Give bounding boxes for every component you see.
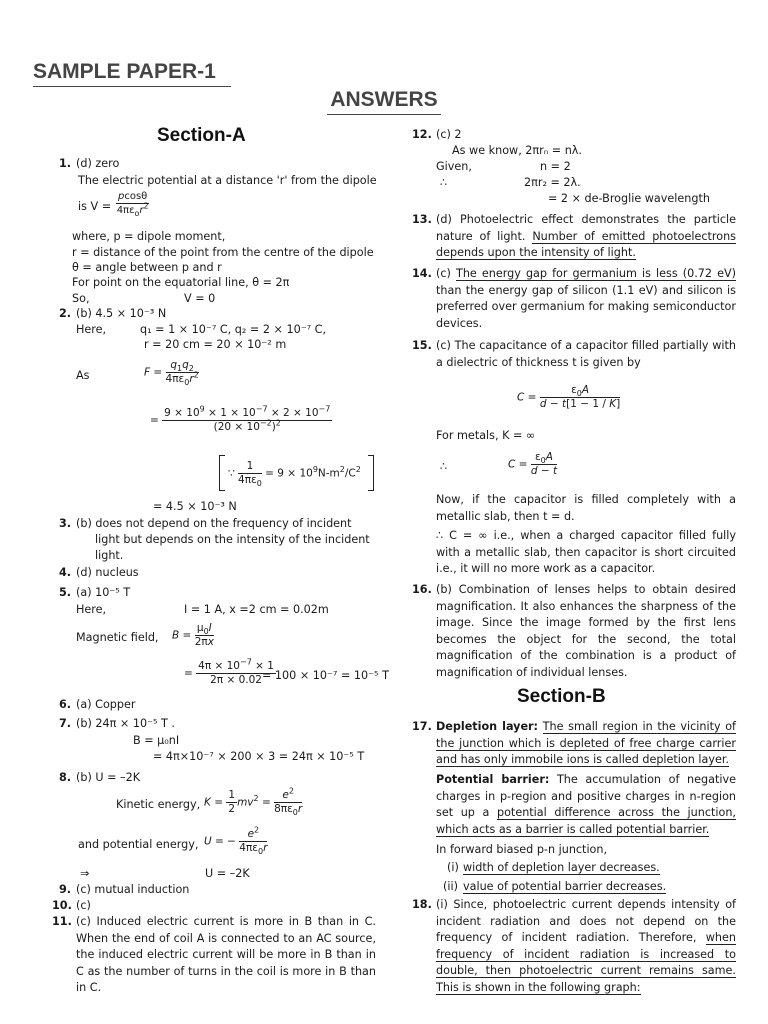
- q4-number: 4.: [59, 566, 72, 579]
- q7-result: = 4π×10⁻⁷ × 200 × 3 = 24π × 10⁻⁵ T: [153, 750, 365, 763]
- q18-number: 18.: [412, 898, 432, 911]
- q12-answer: (c) 2: [436, 128, 462, 141]
- q3-line3: light.: [95, 549, 124, 562]
- q8-potential-label: and potential energy,: [78, 838, 199, 851]
- q8-answer: (b) U = –2K: [76, 771, 141, 784]
- q17-point-ii-wrap: [463, 879, 666, 895]
- q13-answer: [436, 212, 736, 262]
- q3-answer: (b) does not depend on the frequency of incident: [76, 517, 352, 530]
- q12-number: 12.: [412, 128, 432, 141]
- q1-where: where, p = dipole moment,: [72, 230, 226, 243]
- q15-number: 15.: [412, 339, 432, 352]
- q15-therefore: ∴: [440, 460, 448, 473]
- q17-number: 17.: [412, 720, 432, 733]
- q8-implies: ⇒: [80, 867, 90, 880]
- q15-slab: Now, if the capacitor is filled completely with a metallic slab, then t = d.: [436, 493, 736, 523]
- q6-number: 6.: [59, 698, 72, 711]
- q17-barrier-text: The accumulation of negative charges in p-region and positive charges in n-region set up a: [436, 773, 736, 819]
- section-b-heading: Section-B: [517, 686, 606, 707]
- q13-number: 13.: [412, 213, 432, 226]
- q8-kinetic-label: Kinetic energy,: [116, 798, 201, 811]
- q5-field-substitution: = $\frac{4\pi \times 10^{-7} \times 1}{2\pi \times 0.02}$: [184, 657, 274, 686]
- q9-answer: (c) mutual induction: [76, 883, 190, 896]
- q2-bracket-left: [219, 455, 225, 491]
- q1-where-r: r = distance of the point from the centre of the dipole: [72, 246, 374, 259]
- q5-given: I = 1 A, x =2 cm = 0.02m: [184, 603, 329, 616]
- q2-bracket-right: [368, 455, 374, 491]
- q10-answer: (c): [76, 899, 91, 912]
- q17-depletion-heading: Depletion layer:: [436, 720, 539, 733]
- q13-text: (d) Photoelectric effect demonstrates the particle nature of light.: [436, 213, 736, 243]
- q11-answer: (c) Induced electric current is more in B than in C. When the end of coil A is connected to an AC source, the induced electric current will be more in B than in C as the number of turns in the coil is more in B than in C.: [76, 915, 376, 994]
- q8-kinetic-formula: K = $\frac{1}{2}$ $mv^2$ = $\frac{e^2}{8\pi\varepsilon_0r}$: [204, 786, 303, 818]
- q5-field-label: Magnetic field,: [76, 631, 159, 644]
- q5-number: 5.: [59, 586, 72, 599]
- q7-formula: B = μ₀nI: [133, 734, 180, 747]
- q10-number: 10.: [52, 899, 72, 912]
- q15-capacitance-formula: C = $\frac{\varepsilon_0A}{d - t[1 - 1 / K]}$: [517, 384, 621, 410]
- q2-as: As: [76, 369, 90, 382]
- q17-point-i-text: width of depletion layer decreases.: [463, 861, 660, 874]
- q12-known: As we know, 2πrₙ = nλ.: [452, 144, 582, 157]
- q7-number: 7.: [59, 717, 72, 730]
- q14-number: 14.: [412, 267, 432, 280]
- q4-answer: (d) nucleus: [76, 566, 139, 579]
- q1-result: V = 0: [184, 292, 216, 305]
- q17-depletion-text: The small region in the vicinity of the junction which is depleted of free charge carrier and has only immobile ions is called depletion layer.: [436, 720, 736, 766]
- q12-eq: 2πr₂ = 2λ.: [524, 176, 581, 189]
- answers-underline: [327, 114, 441, 115]
- q2-constant: ∵ $\frac{1}{4\pi\varepsilon_0}$ = $9 \times 10^9N-m^2/C^2$: [228, 460, 361, 489]
- q3-number: 3.: [59, 517, 72, 530]
- q17-barrier-heading: Potential barrier:: [436, 773, 550, 786]
- q1-where-theta: θ = angle between p and r: [72, 261, 222, 274]
- q1-formula: pcosθ $4\pi\varepsilon_or^2$: [116, 191, 149, 218]
- q8-potential-formula: U = − $\frac{e^2}{4\pi\varepsilon_0r}$: [204, 825, 268, 857]
- q1-number: 1.: [59, 157, 72, 170]
- q11-number: 11.: [52, 915, 72, 928]
- q16-answer: (b) Combination of lenses helps to obtain desired magnification. It also enhances the sharpness of the image. Since the image formed by the first lens becomes the object for the second, the total magnification of the combination is a product of magnification of individual lenses.: [436, 583, 736, 679]
- q14-answer: [436, 266, 736, 332]
- q1-so: So,: [72, 292, 90, 305]
- q3-line2: light but depends on the intensity of the incident: [95, 533, 370, 546]
- q1-text: The electric potential at a distance 'r' from the dipole: [78, 174, 377, 187]
- answers-heading: ANSWERS: [330, 88, 438, 111]
- q18-text: (i) Since, photoelectric current depends intensity of incident radiation and does not depend on the frequency of incident radiation. Therefore,: [436, 898, 736, 944]
- q15-metal-formula: C = $\frac{\varepsilon_0A}{d - t}$: [508, 451, 558, 477]
- q8-result: U = –2K: [205, 867, 250, 880]
- q17-barrier: [436, 772, 736, 838]
- q9-number: 9.: [59, 883, 72, 896]
- q17-point-ii: (ii): [443, 880, 458, 893]
- q2-coulomb-formula: F = $\frac{q_1q_2}{4\pi\varepsilon_0r^2}$: [144, 359, 199, 388]
- q17-forward-biased: In forward biased p-n junction,: [436, 843, 608, 856]
- q14-text: than the energy gap of silicon (1.1 eV) and silicon is preferred over germanium for making semiconductor devices.: [436, 283, 736, 330]
- q15-metals: For metals, K = ∞: [436, 429, 536, 442]
- q8-number: 8.: [59, 771, 72, 784]
- q5-result: = 100 × 10⁻⁷ = 10⁻⁵ T: [262, 669, 389, 682]
- q17-point-ii-text: value of potential barrier decreases.: [463, 880, 667, 893]
- q2-result: = 4.5 × 10⁻³ N: [153, 500, 237, 513]
- q1-equatorial: For point on the equatorial line, θ = 2π: [72, 276, 290, 289]
- paper-title: SAMPLE PAPER-1: [33, 60, 216, 83]
- q1-answer: (d) zero: [76, 157, 120, 170]
- q12-therefore: ∴: [440, 176, 448, 189]
- q2-here: Here,: [76, 323, 107, 336]
- q18-underlined: when frequency of incident radiation is increased to double, then photoelectric current remains same. This is shown in the following graph:: [436, 931, 736, 994]
- q2-charges: q₁ = 1 × 10⁻⁷ C, q₂ = 2 × 10⁻⁷ C,: [140, 323, 327, 336]
- q12-given: Given,: [436, 160, 472, 173]
- q17-depletion: [436, 719, 736, 769]
- q2-substitution: = $\frac{9 \times 10^9 \times 1 \times 10^{-7} \times 2 \times 10^{-7}}{(20 \times 10^{-2})^2}$: [150, 404, 331, 433]
- q17-barrier-underlined: potential difference across the junction, which acts as a barrier is called potential barrier.: [436, 806, 736, 836]
- q5-answer: (a) 10⁻⁵ T: [76, 586, 131, 599]
- section-a-heading: Section-A: [157, 125, 246, 146]
- q14-prefix: (c): [436, 267, 451, 280]
- q2-answer: (b) 4.5 × 10⁻³ N: [76, 307, 167, 320]
- q5-field-formula: B = $\frac{\mu_0I}{2\pi x}$: [172, 622, 214, 648]
- q1-formula-label: is V =: [78, 200, 112, 213]
- q17-point-i: (i): [447, 861, 459, 874]
- q12-result: = 2 × de-Broglie wavelength: [548, 192, 710, 205]
- q13-underlined: Number of emitted photoelectrons depends upon the intensity of light.: [436, 229, 736, 259]
- q2-number: 2.: [59, 307, 72, 320]
- q15-answer: (c) The capacitance of a capacitor filled partially with a dielectric of thickness t is given by: [436, 339, 736, 369]
- q2-distance: r = 20 cm = 20 × 10⁻² m: [144, 338, 287, 351]
- q5-here: Here,: [76, 603, 107, 616]
- q7-answer: (b) 24π × 10⁻⁵ T .: [76, 717, 175, 730]
- q17-point-i-wrap: [463, 860, 660, 876]
- q6-answer: (a) Copper: [76, 698, 136, 711]
- q16-number: 16.: [412, 583, 432, 596]
- q18-answer: [436, 897, 736, 996]
- q15-conclusion: ∴ C = ∞ i.e., when a charged capacitor filled fully with a metallic slab, then capacitor is short circuited i.e., it will no more work as a capacitor.: [436, 529, 736, 575]
- q12-n: n = 2: [540, 160, 571, 173]
- q14-underlined: The energy gap for germanium is less (0.72 eV): [455, 267, 736, 280]
- title-underline: [33, 86, 231, 87]
